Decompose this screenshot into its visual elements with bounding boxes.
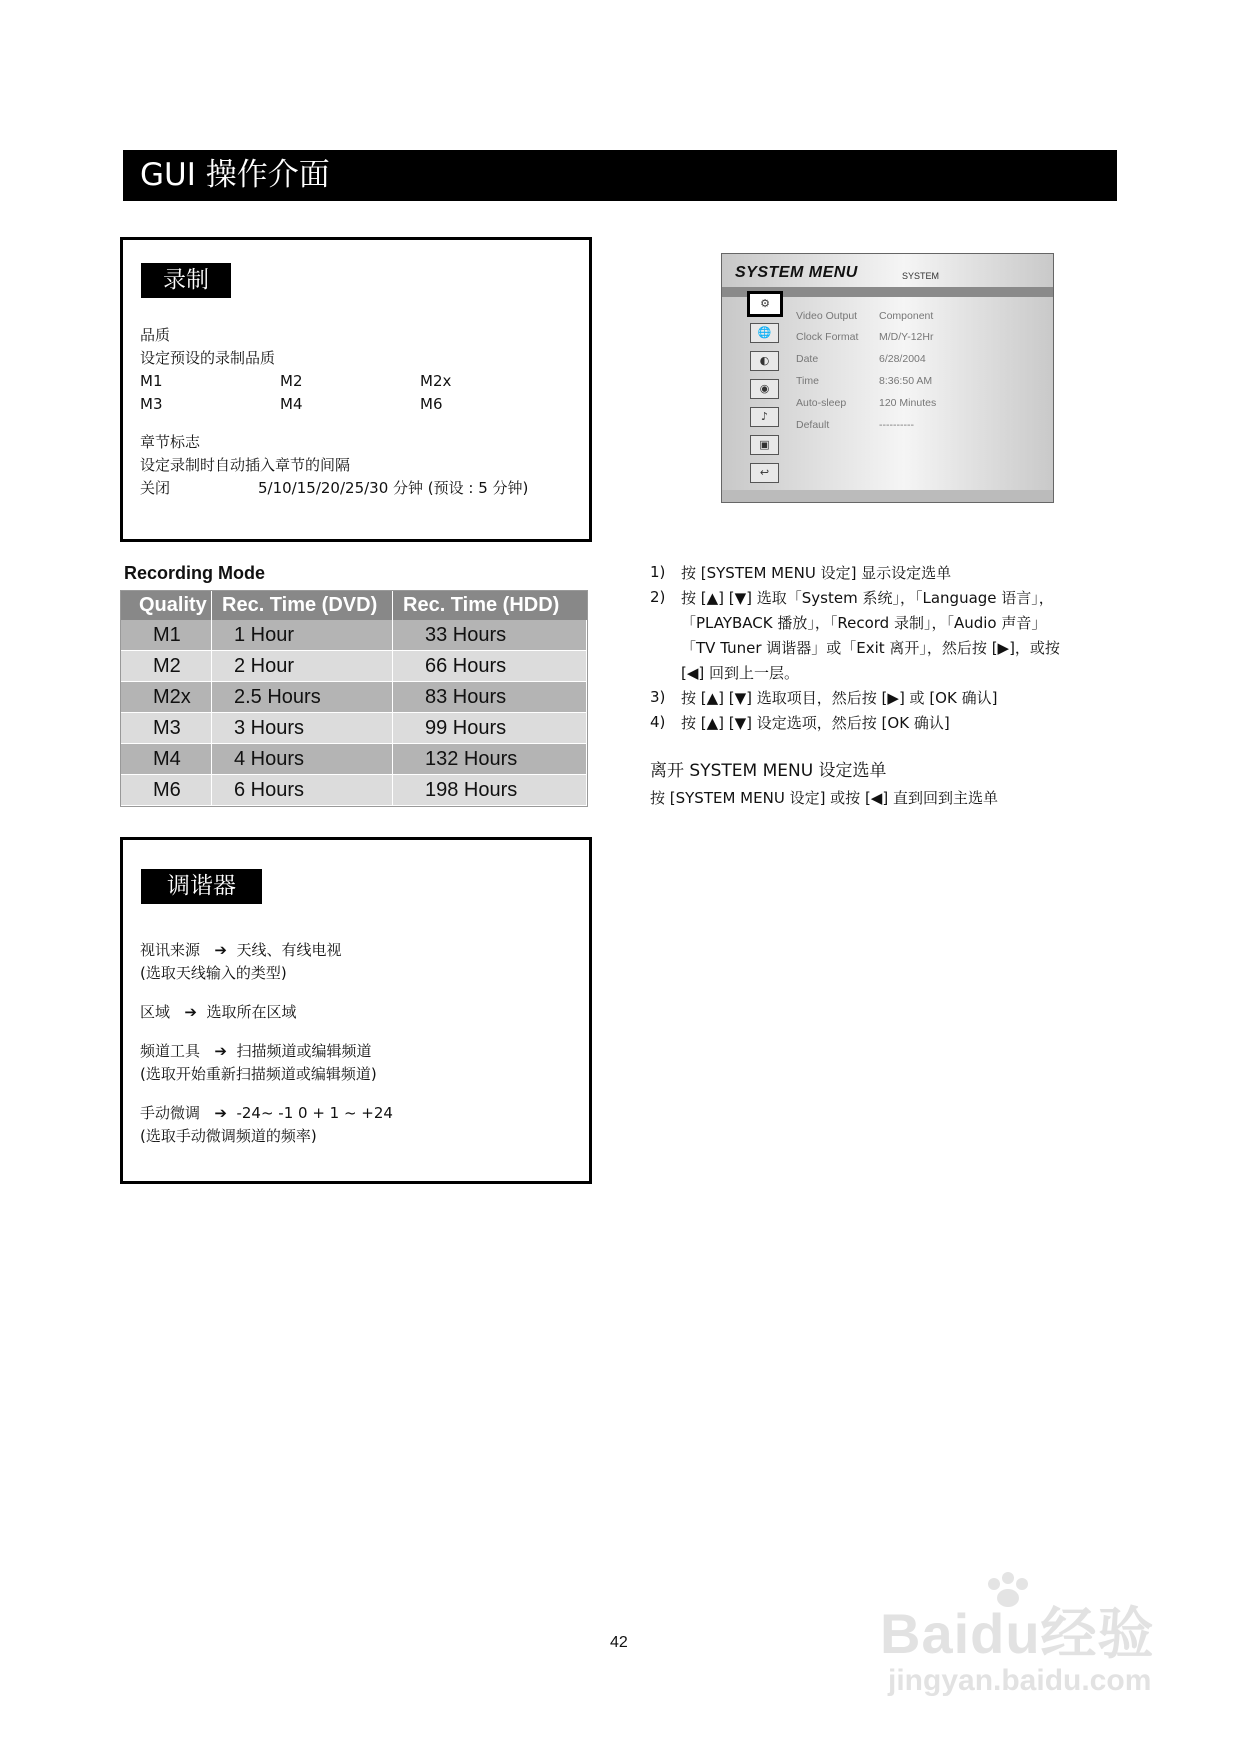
cell-quality: M3	[121, 713, 212, 744]
system-menu-screenshot	[721, 253, 1054, 503]
chapter-title: 章节标志	[140, 433, 201, 451]
cell-quality: M1	[121, 620, 212, 651]
step-line: 按 [SYSTEM MENU 设定] 显示设定选单	[681, 564, 952, 582]
mode-m6: M6	[420, 395, 443, 413]
tuner-note: (选取开始重新扫描频道或编辑频道)	[140, 1065, 377, 1083]
audio-icon[interactable]: ♪	[750, 407, 779, 427]
header-hdd: Rec. Time (HDD)	[393, 591, 587, 620]
tv-tuner-icon[interactable]: ▣	[750, 435, 779, 455]
quality-title: 品质	[140, 326, 171, 344]
tuner-item-source	[140, 941, 341, 960]
setting-value[interactable]: 6/28/2004	[879, 353, 926, 365]
tuner-panel	[120, 837, 592, 1184]
recording-mode-title: Recording Mode	[124, 563, 266, 583]
cell-hdd: 99 Hours	[393, 713, 587, 744]
cell-quality: M2	[121, 651, 212, 682]
system-menu-title: SYSTEM MENU	[735, 264, 858, 281]
recording-mode-table	[121, 591, 587, 806]
cell-dvd: 4 Hours	[212, 744, 393, 775]
step-line: [◀] 回到上一层。	[681, 664, 800, 682]
setting-value[interactable]: Component	[879, 310, 934, 322]
chapter-desc: 设定录制时自动插入章节的间隔	[140, 456, 351, 474]
cell-hdd: 132 Hours	[393, 744, 587, 775]
cell-quality: M4	[121, 744, 212, 775]
tuner-value: -24~ -1 0 + 1 ~ +24	[236, 1104, 393, 1122]
page-number: 42	[610, 1634, 628, 1651]
tuner-label: 频道工具	[140, 1042, 201, 1060]
header-dvd: Rec. Time (DVD)	[212, 591, 393, 620]
setting-label: Clock Format	[796, 331, 859, 343]
tuner-label: 区域	[140, 1003, 171, 1021]
setting-value[interactable]: 8:36:50 AM	[879, 375, 933, 387]
setting-label: Time	[796, 375, 819, 387]
tuner-value: 天线、有线电视	[236, 941, 342, 959]
table-header-row	[121, 591, 587, 620]
tuner-note: (选取手动微调频道的频率)	[140, 1127, 317, 1145]
record-icon[interactable]: ◉	[750, 379, 779, 399]
record-panel	[120, 237, 592, 542]
exit-desc: 按 [SYSTEM MENU 设定] 或按 [◀] 直到回到主选单	[650, 789, 998, 807]
setting-label: Auto-sleep	[796, 397, 847, 409]
quality-desc: 设定预设的录制品质	[140, 349, 276, 367]
cell-hdd: 33 Hours	[393, 620, 587, 651]
table-row	[121, 620, 587, 651]
cell-dvd: 6 Hours	[212, 775, 393, 806]
tuner-value: 扫描频道或编辑频道	[236, 1042, 372, 1060]
setting-value[interactable]: 120 Minutes	[879, 397, 937, 409]
mode-m1: M1	[140, 372, 163, 390]
menu-bottom-bar	[722, 490, 1054, 503]
step-line: 「PLAYBACK 播放」，「Record 录制」，「Audio 声音」	[681, 614, 1047, 632]
step-number: 3)	[650, 688, 666, 706]
table-row	[121, 775, 587, 806]
header-quality: Quality	[121, 591, 212, 620]
system-menu-subtitle: SYSTEM	[902, 271, 940, 281]
step-number: 1)	[650, 563, 666, 581]
tuner-label: 视讯来源	[140, 941, 201, 959]
table-row	[121, 744, 587, 775]
mode-m2x: M2x	[420, 372, 452, 390]
chapter-options: 5/10/15/20/25/30 分钟 (预设 : 5 分钟)	[258, 479, 529, 497]
cell-quality: M2x	[121, 682, 212, 713]
mode-m2: M2	[280, 372, 303, 390]
setting-value[interactable]: M/D/Y-12Hr	[879, 331, 934, 343]
table-row	[121, 682, 587, 713]
tuner-item-region	[140, 1003, 296, 1022]
cell-quality: M6	[121, 775, 212, 806]
step-line: 按 [▲] [▼] 选取项目，然后按 [▶] 或 [OK 确认]	[681, 689, 998, 707]
tuner-tag: 调谐器	[141, 869, 262, 904]
cell-dvd: 2 Hour	[212, 651, 393, 682]
watermark-main: Baidu经验	[880, 1602, 1155, 1665]
tuner-item-channel-tools	[140, 1042, 371, 1061]
watermark	[880, 1590, 1155, 1698]
cell-dvd: 2.5 Hours	[212, 682, 393, 713]
setting-label: Date	[796, 353, 819, 365]
step-line: 按 [▲] [▼] 设定选项，然后按 [OK 确认]	[681, 714, 950, 732]
tuner-note: (选取天线输入的类型)	[140, 964, 287, 982]
step-number: 2)	[650, 588, 666, 606]
system-icon[interactable]: ⚙	[747, 291, 783, 317]
step-line: 「TV Tuner 调谐器」或「Exit 离开」，然后按 [▶]，或按	[681, 639, 1060, 657]
arrow-right-icon: ➔	[174, 1003, 202, 1021]
cell-dvd: 1 Hour	[212, 620, 393, 651]
step-number: 4)	[650, 713, 666, 731]
table-row	[121, 651, 587, 682]
watermark-sub: jingyan.baidu.com	[888, 1664, 1152, 1697]
record-tag: 录制	[141, 263, 231, 298]
chapter-off: 关闭	[140, 479, 171, 497]
cell-dvd: 3 Hours	[212, 713, 393, 744]
cell-hdd: 198 Hours	[393, 775, 587, 806]
exit-icon[interactable]: ↩	[750, 463, 779, 483]
arrow-right-icon: ➔	[204, 941, 232, 959]
arrow-right-icon: ➔	[204, 1042, 232, 1060]
tuner-item-fine-tune	[140, 1104, 393, 1123]
page-title: GUI 操作介面	[123, 150, 1117, 201]
playback-icon[interactable]: ◐	[750, 351, 779, 371]
setting-label: Default	[796, 419, 830, 431]
arrow-right-icon: ➔	[204, 1104, 232, 1122]
table-row	[121, 713, 587, 744]
mode-m3: M3	[140, 395, 163, 413]
language-icon[interactable]: 🌐	[750, 323, 779, 343]
exit-title: 离开 SYSTEM MENU 设定选单	[650, 761, 887, 781]
tuner-value: 选取所在区域	[206, 1003, 297, 1021]
cell-hdd: 83 Hours	[393, 682, 587, 713]
mode-m4: M4	[280, 395, 303, 413]
setting-value[interactable]: ----------	[879, 419, 914, 431]
step-line: 按 [▲] [▼] 选取「System 系统」，「Language 语言」，	[681, 589, 1054, 607]
tuner-label: 手动微调	[140, 1104, 201, 1122]
cell-hdd: 66 Hours	[393, 651, 587, 682]
setting-label: Video Output	[796, 310, 858, 322]
